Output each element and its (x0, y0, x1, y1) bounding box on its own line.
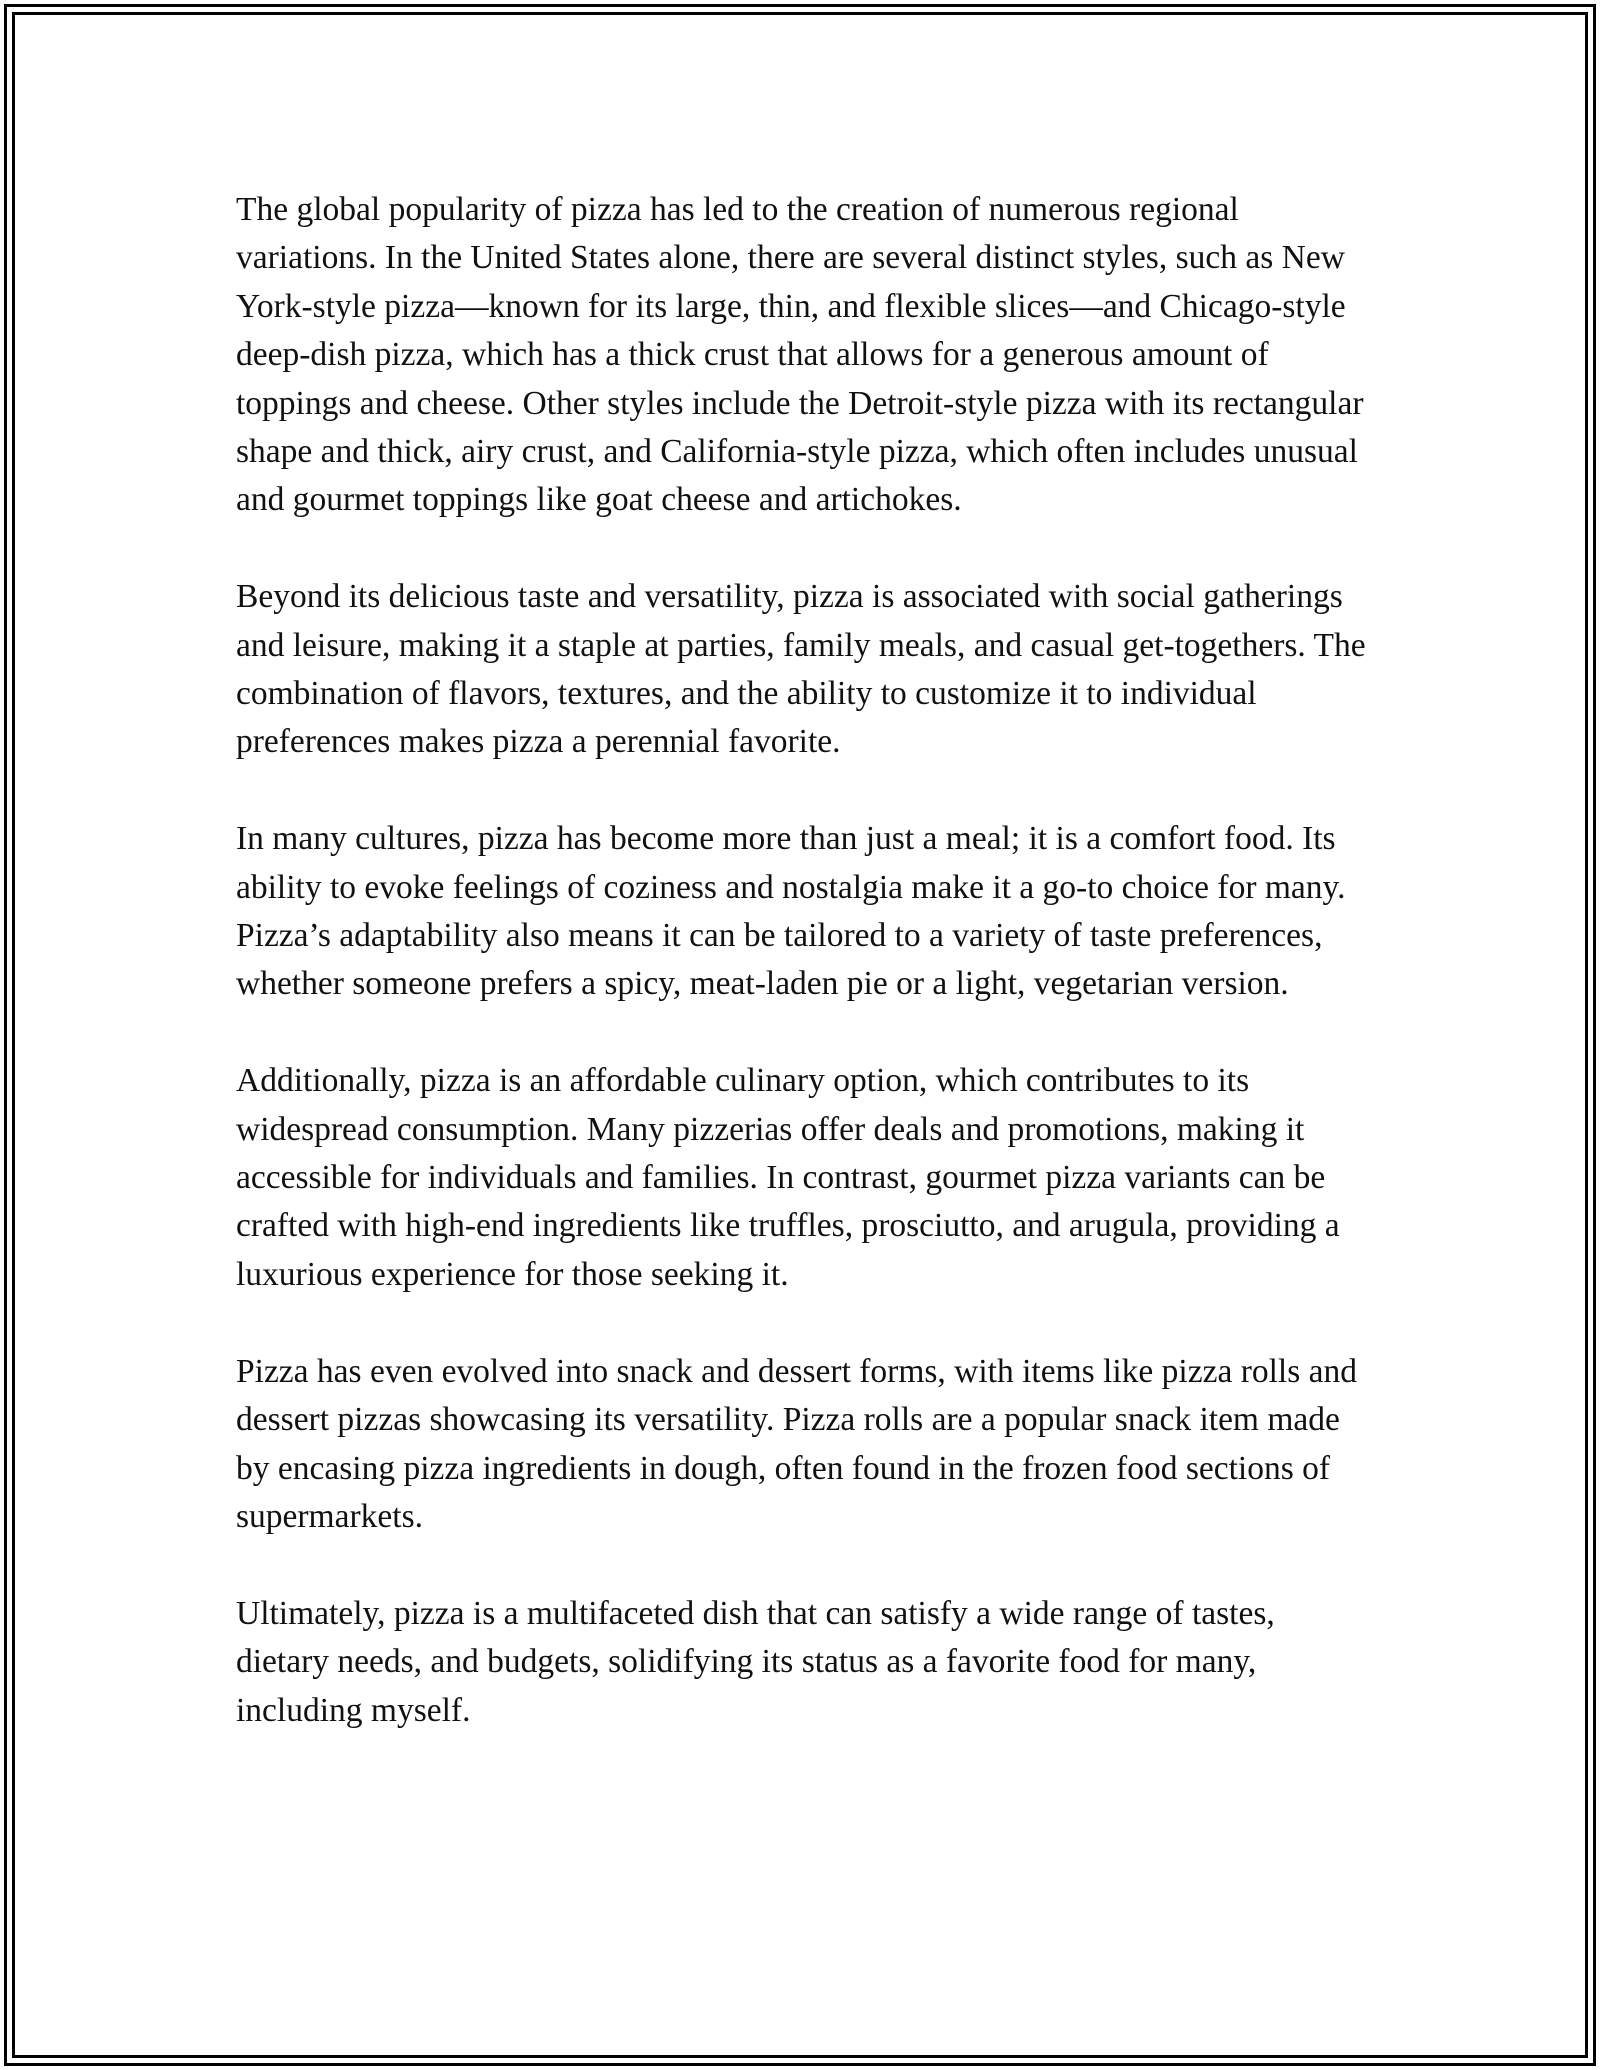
paragraph-snack-dessert: Pizza has even evolved into snack and dessert forms, with items like pizza rolls and dessert pizzas showcasing its versatility. Pizza rolls are a popular snack item made by encasing pizza ingredients in dough, often found in the frozen food sections of supermarkets. (236, 1352, 1358, 1535)
paragraph-regional-styles: The global popularity of pizza has led to the creation of numerous regional variations. In the United States alone, there are several distinct styles, such as New York-style pizza—known for its large, thin, and flexible slices—and Chicago-style deep-dish pizza, which has a thick crust that allows for a generous amount of toppings and cheese. Other styles include the Detroit-style pizza with its rectangular shape and thick, airy crust, and California-style pizza, which often includes unusual and gourmet toppings like goat cheese and artichokes. (236, 191, 1364, 519)
paragraph-affordability: Additionally, pizza is an affordable culinary option, which contributes to its widespread consumption. Many pizzerias offer deals and promotions, making it accessible for individuals and families. In contrast, gourmet pizza variants can be crafted with high-end ingredients like truffles, prosciutto, and arugula, providing a luxurious experience for those seeking it. (236, 1062, 1340, 1293)
paragraph-conclusion: Ultimately, pizza is a multifaceted dish that can satisfy a wide range of tastes, dietary needs, and budgets, solidifying its status as a favorite food for many, including myself. (236, 1594, 1275, 1729)
paragraph-social-gatherings: Beyond its delicious taste and versatility, pizza is associated with social gatherings and leisure, making it a staple at parties, family meals, and casual get-togethers. The combination of flavors, textures, and the ability to customize it to individual preferences makes pizza a perennial favorite. (236, 578, 1366, 761)
paragraph-comfort-food: In many cultures, pizza has become more than just a meal; it is a comfort food. Its ability to evoke feelings of coziness and nostalgia make it a go-to choice for many. Pizza’s adaptability also means it can be tailored to a variety of taste preferences, whether someone prefers a spicy, meat-laden pie or a light, vegetarian version. (236, 820, 1346, 1003)
document-body (236, 186, 1376, 1783)
